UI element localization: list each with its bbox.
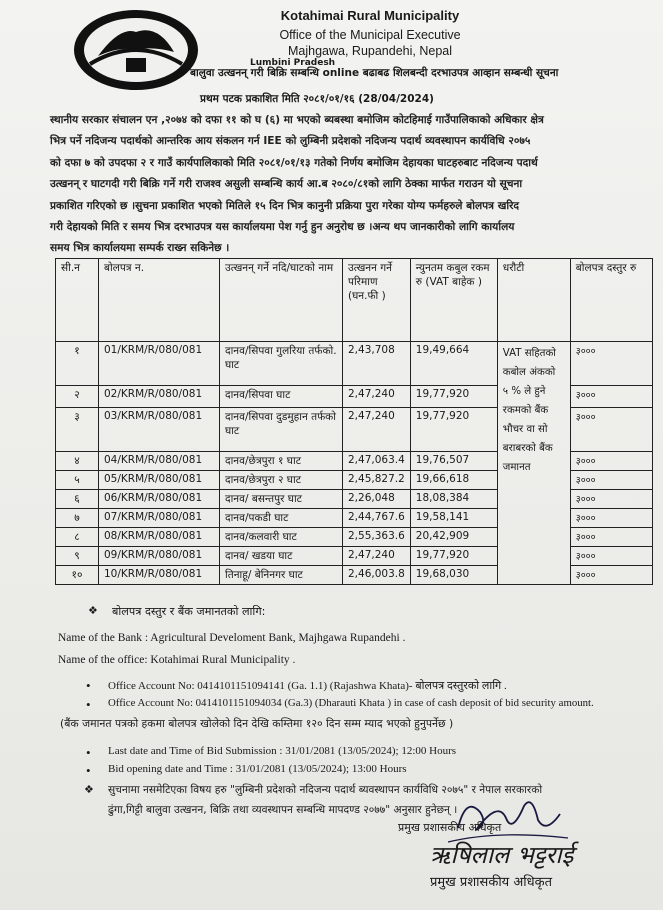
table-header-row [56,259,653,342]
row-bid-no: 04/KRM/R/080/081 [99,452,220,471]
municipality-name: Kotahimai Rural Municipality [280,8,460,23]
row-sn: १० [56,566,99,585]
row-amount: 19,77,920 [410,547,497,566]
body-line: गरी देहायको मिति र समय भित्र दरभाउपत्र यस कार्यालयमा पेश गर्नु हुन अनुरोध छ ।अन्य थप जानकारीको लागि कार्यालय [50,221,515,234]
row-amount: 19,68,030 [410,566,497,585]
header-min-amount: न्युनतम कबुल रकम रु (VAT बाहेक ) [410,259,497,342]
header-site-name: उत्खनन् गर्ने नदि/घाटको नाम [220,259,343,342]
row-site-name: तिनाहू/ बेनिनगर घाट [220,566,343,585]
body-line: स्थानीय सरकार संचालन एन ,२०७४ को दफा ११ को घ (६) मा भएको ब्यबस्था बमोजिम कोटहिमाई गाउँपालिकाको अधिकार क्षेत्र [50,114,544,126]
row-amount: 19,77,920 [410,386,497,408]
deposit-note-line: बराबरको बैंक [502,443,553,454]
row-site-name: दानव/सिपवा गुलरिया तर्फको. घाट [220,342,343,386]
row-bid-no: 03/KRM/R/080/081 [99,408,220,452]
row-amount: 19,58,141 [410,509,497,528]
row-quantity: 2,43,708 [343,342,411,386]
publication-date: प्रथम पटक प्रकाशित मिति २०८१/०१/१६ (28/04/2024) [200,93,434,105]
guarantee-note: (बैंक जमानत पत्रको हकमा बोलपत्र खोलेको दिन देखि कम्तिमा १२० दिन सम्म म्याद भएको हुनुपर्नेछ ) [60,717,454,730]
body-line: समय भित्र कार्यालयमा सम्पर्क राख्न सकिनेछ । [50,242,230,255]
row-fee: ३००० [570,547,652,566]
bid-opening-date: • Bid opening date and Time : 31/01/2081 (13/05/2024); 13:00 Hours [108,763,407,775]
row-bid-no: 09/KRM/R/080/081 [99,547,220,566]
row-quantity: 2,45,827.2 [343,471,411,490]
row-fee: ३००० [570,509,652,528]
row-quantity: 2,26,048 [343,490,411,509]
closing-note-line: ❖ सुचनामा नसमेटिएका विषय हरु "लुम्बिनी प्रदेशको नदिजन्य पदार्थ ब्यवस्थापन कार्यविधि २०७५" र नेपाल सरकारको [108,783,542,797]
row-bid-no: 02/KRM/R/080/081 [99,386,220,408]
row-amount: 19,76,507 [410,452,497,471]
row-quantity: 2,47,240 [343,386,411,408]
row-site-name: दानव/छेत्रपुरा २ घाट [220,471,343,490]
row-sn: ६ [56,490,99,509]
row-sn: ४ [56,452,99,471]
row-fee: ३००० [570,386,652,408]
row-quantity: 2,47,240 [343,547,411,566]
row-fee: ३००० [570,528,652,547]
signatory-title-top: प्रमुख प्रशासकीय अधिकृत [398,821,502,834]
header-bid-no: बोलपत्र न. [99,259,220,342]
body-line: को दफा ७ को उपदफा २ र गाउँ कार्यपालिकाको मिति २०८१/०१/१३ गतेको निर्णय बमोजिम देहायका घाटहरुबाट नदिजन्य पदार्थ [50,156,538,169]
header-deposit: धरौटी [497,259,570,342]
row-bid-no: 05/KRM/R/080/081 [99,471,220,490]
row-amount: 20,42,909 [410,528,497,547]
deposit-note-line: VAT सहितको [502,348,556,359]
row-site-name: दानव/पकडी घाट [220,509,343,528]
row-quantity: 2,47,240 [343,408,411,452]
row-site-name: दानव/सिपवा घाट [220,386,343,408]
row-sn: ८ [56,528,99,547]
row-quantity: 2,55,363.6 [343,528,411,547]
row-site-name: दानव/ बसन्तपुर घाट [220,490,343,509]
row-sn: १ [56,342,99,386]
row-quantity: 2,46,003.8 [343,566,411,585]
row-amount: 19,49,664 [410,342,497,386]
deposit-note-line: ५ % ले हुने [502,386,546,397]
row-sn: ३ [56,408,99,452]
table-row [56,342,653,386]
row-fee: ३००० [570,452,652,471]
row-sn: ९ [56,547,99,566]
row-sn: ५ [56,471,99,490]
row-site-name: दानव/सिपवा दुडमुहान तर्फको घाट [220,408,343,452]
office-address: Majhgawa, Rupandehi, Nepal [288,44,452,58]
row-site-name: दानव/छेत्रपुरा १ घाट [220,452,343,471]
row-bid-no: 07/KRM/R/080/081 [99,509,220,528]
row-amount: 18,08,384 [410,490,497,509]
row-bid-no: 10/KRM/R/080/081 [99,566,220,585]
body-line: प्रकाशित गरिएको छ ।सुचना प्रकाशित भएको मितिले १५ दिन भित्र कानुनी प्रक्रिया पुरा गरेका योग्य फर्महरुले बोलपत्र खरिद [50,199,520,212]
row-fee: ३००० [570,342,652,386]
row-amount: 19,66,618 [410,471,497,490]
header-bid-fee: बोलपत्र दस्तुर रु [570,259,652,342]
deposit-note [497,342,570,585]
row-sn: २ [56,386,99,408]
header-sn: सी.न [56,259,99,342]
seal-text: Lumbini Pradesh [250,58,336,68]
row-fee: ३००० [570,408,652,452]
row-site-name: दानव/कलवारी घाट [220,528,343,547]
account-2: • Office Account No: 0414101151094034 (Ga.3) (Dharauti Khata ) in case of cash deposit of bid security amount. [108,697,594,709]
row-site-name: दानव/ खडया घाट [220,547,343,566]
row-fee: ३००० [570,490,652,509]
row-fee: ३००० [570,566,652,585]
signatory-title-bottom: प्रमुख प्रशासकीय अधिकृत [430,875,553,890]
notice-subject: बालुवा उत्खनन् गरी बिक्रि सम्बन्धि online बढाबढ शिलबन्दी दरभाउपत्र आव्हान सम्बन्धी सूचना [190,67,559,79]
row-quantity: 2,44,767.6 [343,509,411,528]
office-name-line: Name of the office: Kotahimai Rural Municipality . [58,654,296,666]
notice-body [50,110,650,260]
deposit-note-line: रकमको बैंक [502,405,549,416]
closing-note-line: ढुंगा,गिट्टी बालुवा उत्खनन, बिक्रि तथा व्यवस्थापन सम्बन्धि मापदण्ड २०७७" अनुसार हुनेछन् । [108,804,458,816]
bid-table [55,258,653,585]
header-quantity: उत्खनन गर्ने परिमाण (घन.फी ) [343,259,411,342]
row-fee: ३००० [570,471,652,490]
row-quantity: 2,47,063.4 [343,452,411,471]
bank-name: Name of the Bank : Agricultural Develoment Bank, Majhgawa Rupandehi . [58,632,406,644]
body-line: उत्खनन् र घाटगदी गरी बिक्रि गर्ने गरी राजश्व असुली सम्बन्धि कार्य आ.ब २०८०/८१को लागि ठेक्का मार्फत गराउन यो सूचना [50,178,523,191]
last-submission-date: • Last date and Time of Bid Submission : 31/01/2081 (13/05/2024); 12:00 Hours [108,745,456,757]
signatory-name: ऋषिलाल भट्टराई [430,841,574,869]
office-name: Office of the Municipal Executive [279,28,461,42]
municipal-seal-icon [70,6,202,94]
row-sn: ७ [56,509,99,528]
deposit-note-line: कबोल अंकको [502,367,556,378]
row-bid-no: 08/KRM/R/080/081 [99,528,220,547]
body-line: भित्र पर्ने नदिजन्य पदार्थको आन्तरिक आय संकलन गर्न IEE को लुम्बिनी प्रदेशको नदिजन्य पदार्थ व्यवस्थापन कार्यविधि २०७५ [50,135,531,148]
deposit-note-line: जमानत [502,462,531,473]
account-1: • Office Account No: 0414101151094141 (Ga. 1.1) (Rajashwa Khata)- बोलपत्र दस्तुरको लागि . [108,678,507,693]
bank-section-heading: ❖ बोलपत्र दस्तुर र बैंक जमानतको लागि: [112,604,265,619]
deposit-note-line: भौचर वा सो [502,424,548,435]
row-bid-no: 06/KRM/R/080/081 [99,490,220,509]
row-amount: 19,77,920 [410,408,497,452]
row-bid-no: 01/KRM/R/080/081 [99,342,220,386]
